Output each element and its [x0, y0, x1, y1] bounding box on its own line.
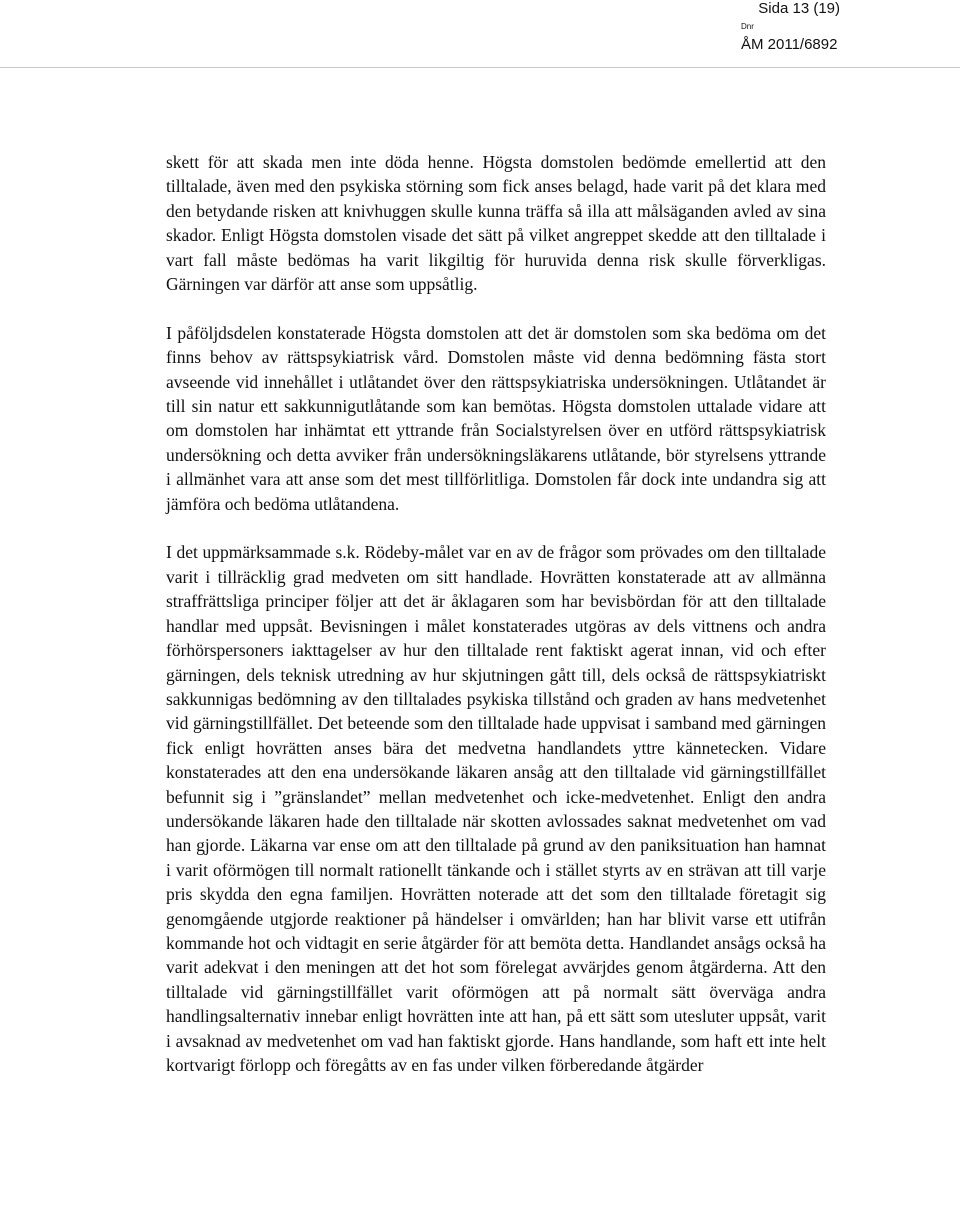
- paragraph-rodeby-case: I det uppmärksammade s.k. Rödeby-målet var en av de frågor som prövades om den tilltalade varit i tillräcklig grad medveten om sitt handlade. Hovrätten konstaterade att av allmänna straffrättsliga principer följer att det är åklagaren som har bevisbördan för att den tilltalade handlar med uppsåt. Bevisningen i målet konstaterades utgöras av dels vittnens och andra förhörspersoners iakttagelser av hur den tilltalade rent faktiskt agerat innan, vid och efter gärningen, dels teknisk utredning av hur skjutningen gått till, dels också de rättspsykiatriskt sakkunnigas bedömning av den tilltalades psykiska tillstånd och graden av hans medvetenhet vid gärningstillfället. Det beteende som den tilltalade hade uppvisat i samband med gärningen fick enligt hovrätten anses bära det medvetna handlandets yttre kännetecken. Vidare konstaterades att den ena undersökande läkaren ansåg att den tilltalade vid gärningstillfället befunnit sig i ”gränslandet” mellan medvetenhet och icke-medvetenhet. Enligt den andra undersökande läkaren hade den tilltalade när skotten avlossades saknat medvetenhet om vad han gjorde. Läkarna var ense om att den tilltalade på grund av den paniksituation han hamnat i varit oförmögen till normalt rationellt tänkande och i stället styrts av en strävan att till varje pris skydda den egna familjen. Hovrätten noterade att det som den tilltalade företagit sig genomgående utgjorde reaktioner på händelser i omvärlden; han har blivit varse ett utifrån kommande hot och vidtagit en serie åtgärder för att bemöta detta. Handlandet ansågs också ha varit adekvat i den meningen att det hot som förelegat avvärjdes genom åtgärderna. Att den tilltalade vid gärningstillfället varit oförmögen att på normalt sätt överväga andra handlingsalternativ innebar enligt hovrätten inte att han, på ett sätt som utesluter uppsåt, varit i avsaknad av medvetenhet om vad han faktiskt gjorde. Hans handlande, som haft ett inte helt kortvarigt förlopp och föregåtts av en fas under vilken förberedande åtgärder: [166, 542, 826, 1075]
- paragraph-sentencing: I påföljdsdelen konstaterade Högsta domstolen att det är domstolen som ska bedöma om det finns behov av rättspsykiatrisk vård. Domstolen måste vid denna bedömning fästa stort avseende vid innehållet i utlåtandet över den rättspsykiatriska undersökningen. Utlåtandet är till sin natur ett sakkunnigutlåtande som kan bemötas. Högsta domstolen uttalade vidare att om domstolen har inhämtat ett yttrande från Socialstyrelsen över en utförd rättspsykiatrisk undersökning och detta avviker från undersökningsläkarens utlåtande, bör styrelsens yttrande i allmänhet vara att anse som det mest tillförlitliga. Domstolen får dock inte undandra sig att jämföra och bedöma utlåtandena.: [166, 322, 826, 514]
- paragraph-continuation: skett för att skada men inte döda henne. Högsta domstolen bedömde emellertid att den tilltalade, även med den psykiska störning som fick anses belagd, hade varit på det klara med den betydande risken att knivhuggen skulle kunna träffa så illa att målsäganden avled av sina skador. Enligt Högsta domstolen visade det sätt på vilket angreppet skedde att den tilltalade i vart fall måste bedömas ha varit likgiltig för huruvida denna risk skulle förverkligas. Gärningen var därför att anse som uppsåtlig.: [166, 152, 826, 295]
- page-number: Sida 13 (19): [758, 0, 840, 17]
- header-divider: [0, 67, 960, 68]
- document-body: [166, 150, 826, 1102]
- dnr-label: Dnr: [741, 22, 754, 31]
- page-header: [0, 0, 960, 70]
- case-number: ÅM 2011/6892: [741, 36, 838, 53]
